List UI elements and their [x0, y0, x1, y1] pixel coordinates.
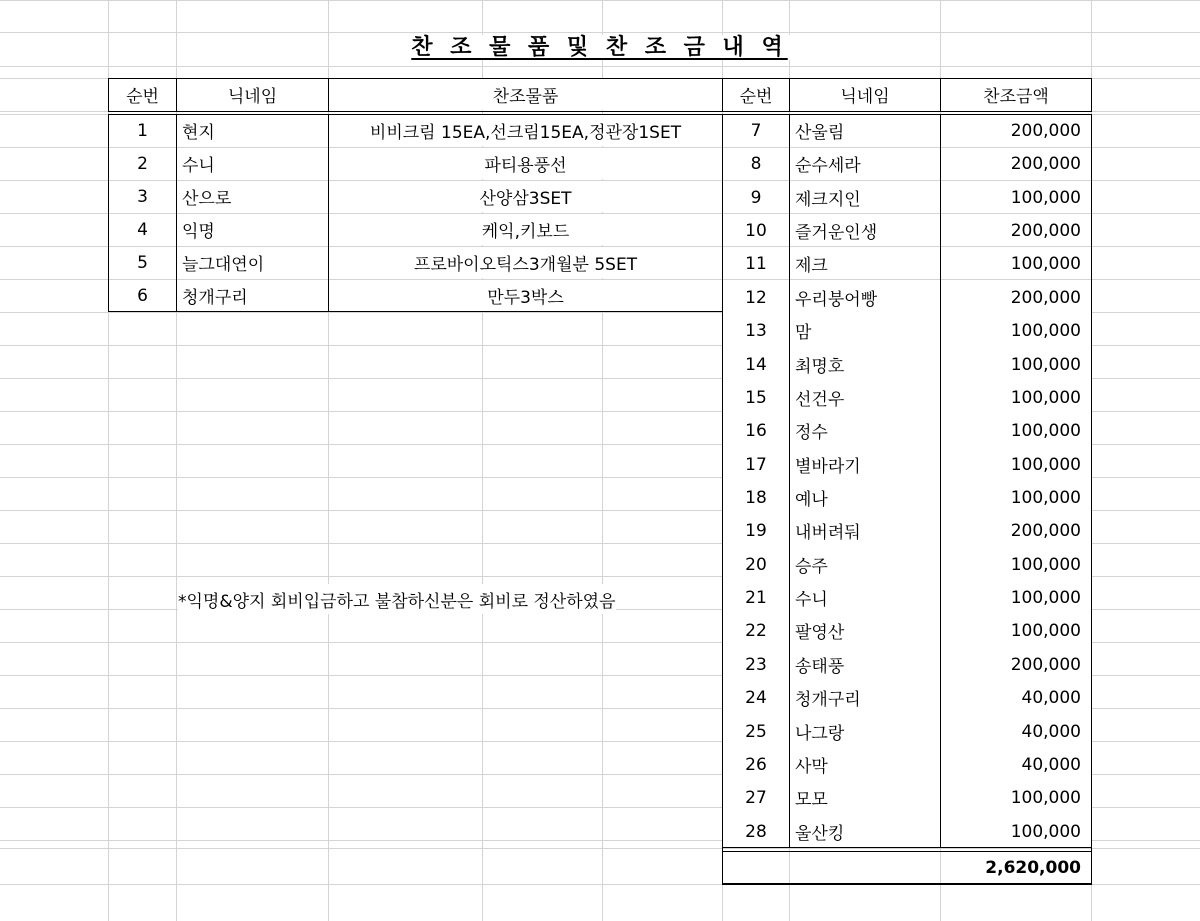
right-row-nickname: 선건우 [790, 382, 940, 413]
right-row-nickname: 순수세라 [790, 148, 940, 179]
left-col-divider [328, 114, 329, 312]
left-row-nickname: 익명 [177, 214, 328, 245]
right-row-amount: 100,000 [941, 582, 1091, 613]
right-row-no: 21 [723, 582, 789, 613]
right-row-amount: 100,000 [941, 248, 1091, 279]
right-row-nickname: 청개구리 [790, 682, 940, 713]
right-row-no: 8 [723, 148, 789, 179]
note-text: *익명&양지 회비입금하고 불참하신분은 회비로 정산하였음 [178, 584, 616, 614]
right-row-no: 14 [723, 349, 789, 380]
right-row-nickname: 별바라기 [790, 449, 940, 480]
right-row-nickname: 팔영산 [790, 615, 940, 646]
right-row-amount: 100,000 [941, 382, 1091, 413]
right-row-nickname: 예나 [790, 482, 940, 513]
right-row-amount: 40,000 [941, 749, 1091, 780]
right-row-amount: 100,000 [941, 182, 1091, 213]
left-row-no: 4 [109, 214, 176, 245]
right-col-divider [940, 114, 941, 848]
right-row-amount: 200,000 [941, 215, 1091, 246]
left-row-no: 5 [109, 247, 176, 278]
right-row-amount: 100,000 [941, 816, 1091, 847]
document-title: 찬 조 물 품 및 찬 조 금 내 역 [411, 35, 788, 60]
right-row-no: 17 [723, 449, 789, 480]
right-row-no: 20 [723, 549, 789, 580]
right-row-nickname: 송태풍 [790, 649, 940, 680]
right-row-amount: 100,000 [941, 415, 1091, 446]
left-row-item: 비비크림 15EA,선크림15EA,정관장1SET [329, 115, 722, 146]
right-row-amount: 200,000 [941, 282, 1091, 313]
right-row-nickname: 제크지인 [790, 182, 940, 213]
right-row-amount: 40,000 [941, 716, 1091, 747]
right-row-nickname: 울산킹 [790, 816, 940, 847]
left-row-no: 2 [109, 148, 176, 179]
right-row-nickname: 모모 [790, 782, 940, 813]
right-row-no: 9 [723, 182, 789, 213]
right-row-no: 11 [723, 248, 789, 279]
left-row-item: 케익,키보드 [329, 214, 722, 245]
left-row-nickname: 청개구리 [177, 280, 328, 311]
left-col-divider [176, 78, 177, 111]
right-row-no: 25 [723, 716, 789, 747]
header-amount: 찬조금액 [941, 79, 1091, 110]
right-row-nickname: 내버려둬 [790, 515, 940, 546]
left-row-item: 만두3박스 [329, 280, 722, 311]
left-row-no: 6 [109, 280, 176, 311]
right-row-amount: 100,000 [941, 349, 1091, 380]
right-row-nickname: 제크 [790, 248, 940, 279]
grid-column-line [1091, 0, 1092, 921]
right-row-nickname: 사막 [790, 749, 940, 780]
right-row-amount: 100,000 [941, 482, 1091, 513]
right-row-nickname: 우리붕어빵 [790, 282, 940, 313]
right-row-no: 13 [723, 315, 789, 346]
right-row-no: 7 [723, 115, 789, 146]
right-header-double-line [722, 111, 1092, 112]
left-col-divider [328, 78, 329, 111]
right-row-nickname: 승주 [790, 549, 940, 580]
left-row-nickname: 수니 [177, 148, 328, 179]
right-row-no: 16 [723, 415, 789, 446]
right-row-nickname: 즐거운인생 [790, 215, 940, 246]
header-no: 순번 [723, 79, 789, 110]
left-row-item: 파티용풍선 [329, 148, 722, 179]
right-row-amount: 100,000 [941, 615, 1091, 646]
right-row-amount: 200,000 [941, 115, 1091, 146]
right-row-no: 26 [723, 749, 789, 780]
left-header-double-line [108, 111, 723, 112]
left-row-nickname: 현지 [177, 115, 328, 146]
right-row-amount: 40,000 [941, 682, 1091, 713]
right-row-nickname: 정수 [790, 415, 940, 446]
header-nickname: 닉네임 [790, 79, 940, 110]
total-border-right [1091, 848, 1092, 884]
header-item: 찬조물품 [329, 79, 722, 110]
left-col-divider [176, 114, 177, 312]
total-bottom-line [722, 883, 1092, 885]
right-col-divider [789, 78, 790, 111]
right-row-no: 12 [723, 282, 789, 313]
right-row-amount: 100,000 [941, 449, 1091, 480]
right-row-amount: 100,000 [941, 782, 1091, 813]
right-row-nickname: 맘 [790, 315, 940, 346]
left-row-nickname: 산으로 [177, 181, 328, 212]
total-blank-cell [790, 852, 940, 883]
right-col-divider [940, 78, 941, 111]
total-blank-cell [723, 852, 789, 883]
left-row-item: 프로바이오틱스3개월분 5SET [329, 247, 722, 278]
right-row-amount: 200,000 [941, 515, 1091, 546]
right-row-nickname: 나그랑 [790, 716, 940, 747]
left-row-nickname: 늘그대연이 [177, 247, 328, 278]
right-row-no: 10 [723, 215, 789, 246]
grid-row-line [0, 66, 1200, 67]
right-row-amount: 100,000 [941, 315, 1091, 346]
right-row-amount: 200,000 [941, 649, 1091, 680]
right-row-no: 28 [723, 816, 789, 847]
grid-row-line [0, 848, 1200, 849]
right-row-no: 23 [723, 649, 789, 680]
left-row-item: 산양삼3SET [329, 181, 722, 212]
right-row-no: 24 [723, 682, 789, 713]
right-row-nickname: 산울림 [790, 115, 940, 146]
right-row-nickname: 수니 [790, 582, 940, 613]
right-col-divider [789, 114, 790, 848]
right-row-no: 18 [723, 482, 789, 513]
total-border-left [722, 848, 723, 884]
right-row-nickname: 최명호 [790, 349, 940, 380]
right-row-no: 22 [723, 615, 789, 646]
left-row-no: 1 [109, 115, 176, 146]
header-nickname: 닉네임 [177, 79, 328, 110]
right-row-no: 19 [723, 515, 789, 546]
right-row-no: 15 [723, 382, 789, 413]
left-row-no: 3 [109, 181, 176, 212]
right-row-amount: 100,000 [941, 549, 1091, 580]
total-double-line [722, 851, 1092, 852]
grid-row-line [0, 0, 1200, 1]
header-no: 순번 [109, 79, 176, 110]
total-amount: 2,620,000 [941, 852, 1091, 883]
right-row-no: 27 [723, 782, 789, 813]
right-row-amount: 200,000 [941, 148, 1091, 179]
